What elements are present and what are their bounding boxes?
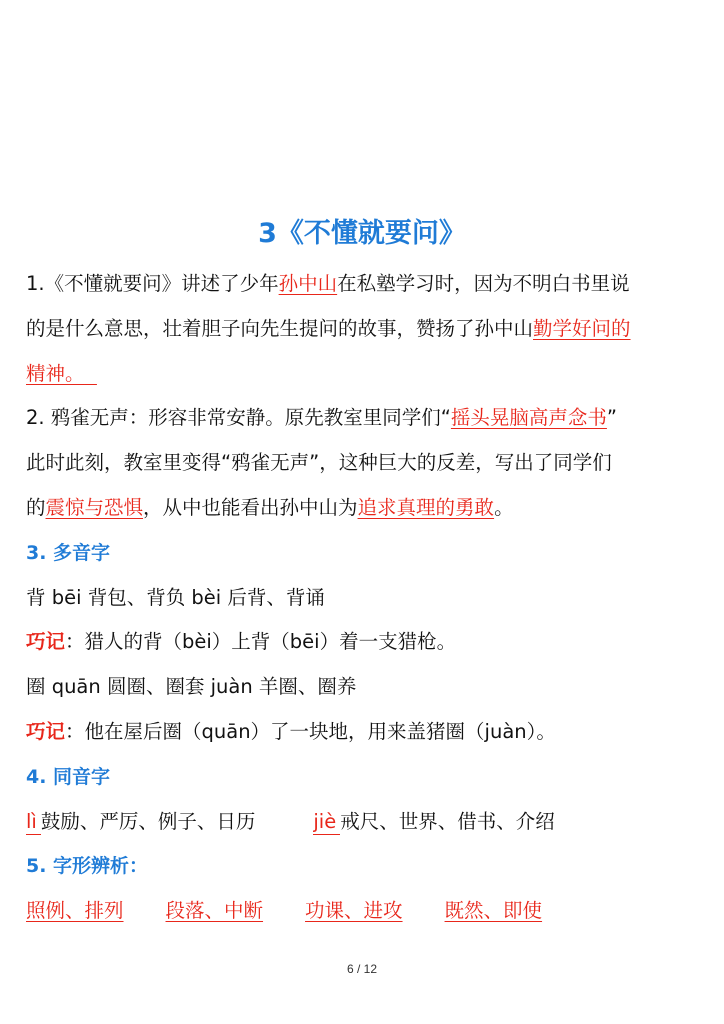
text: ，从中也能看出孙中山为 bbox=[143, 495, 358, 519]
mnemonic-text: ：他在屋后圈（quān）了一块地，用来盖猪圈（juàn）。 bbox=[65, 719, 556, 743]
text: 。 bbox=[494, 495, 514, 519]
highlight-reading-aloud: 摇头晃脑高声念书 bbox=[450, 406, 607, 430]
text: 2. 鸦雀无声：形容非常安静。原先教室里同学们“ bbox=[26, 406, 451, 430]
text: 1.《不懂就要问》讲述了少年 bbox=[26, 272, 279, 295]
text: 在私塾学习时，因为不明白书里说 bbox=[337, 272, 630, 295]
polyphone-quan: 圈 quān 圆圈、圈套 juàn 羊圈、圈养 bbox=[26, 675, 357, 699]
paragraph-1-line-2 bbox=[26, 307, 702, 352]
words-jie: 戒尺、世界、借书、介绍 bbox=[340, 809, 555, 833]
document-title: 3《不懂就要问》 bbox=[258, 218, 466, 249]
text: 的是什么意思，壮着胆子向先生提问的故事，赞扬了孙中山 bbox=[26, 316, 534, 340]
mnemonic-quan bbox=[26, 710, 702, 755]
highlight-spirit: 勤学好问的 bbox=[533, 316, 631, 340]
shape-pairs-row bbox=[26, 889, 702, 934]
paragraph-2-line-3 bbox=[26, 486, 702, 531]
shape-pair-2: 段落、中断 bbox=[165, 899, 264, 923]
highlight-truth-courage: 追求真理的勇敢 bbox=[357, 495, 495, 519]
highlight-spirit-cont: 精神。 bbox=[26, 361, 85, 385]
text: 此时此刻，教室里变得“鸦雀无声”，这种巨大的反差，写出了同学们 bbox=[26, 451, 612, 475]
pinyin-jie: jiè bbox=[313, 810, 340, 835]
paragraph-1-line-1 bbox=[26, 262, 702, 307]
shape-pair-3: 功课、进攻 bbox=[305, 899, 403, 923]
paragraph-2-line-2 bbox=[26, 441, 702, 486]
mnemonic-text: ：猎人的背（bèi）上背（bēi）着一支猎枪。 bbox=[65, 630, 457, 654]
highlight-shock-fear: 震惊与恐惧 bbox=[45, 495, 144, 519]
paragraph-2-line-1 bbox=[26, 396, 702, 441]
words-li: 鼓励、严厉、例子、日历 bbox=[40, 809, 256, 833]
shape-pair-1: 照例、排列 bbox=[26, 899, 124, 923]
mnemonic-bei bbox=[26, 620, 702, 665]
pinyin-li: lì bbox=[26, 810, 41, 835]
section-heading-homophones: 4. 同音字 bbox=[26, 765, 111, 788]
section-heading-shapes: 5. 字形辨析： bbox=[26, 855, 149, 878]
document-body bbox=[26, 262, 702, 934]
page-number: 6 / 12 bbox=[346, 962, 378, 976]
mnemonic-label: 巧记 bbox=[26, 630, 66, 654]
shape-pair-4: 既然、即使 bbox=[444, 899, 543, 923]
text: 的 bbox=[26, 495, 46, 519]
paragraph-1-line-3 bbox=[26, 352, 702, 397]
text: ” bbox=[606, 406, 618, 430]
highlight-sunzhongshan: 孙中山 bbox=[278, 272, 338, 295]
section-heading-polyphones: 3. 多音字 bbox=[26, 541, 111, 564]
homophone-row bbox=[26, 800, 702, 845]
mnemonic-label: 巧记 bbox=[26, 719, 66, 743]
polyphone-bei: 背 bēi 背包、背负 bèi 后背、背诵 bbox=[26, 585, 325, 609]
